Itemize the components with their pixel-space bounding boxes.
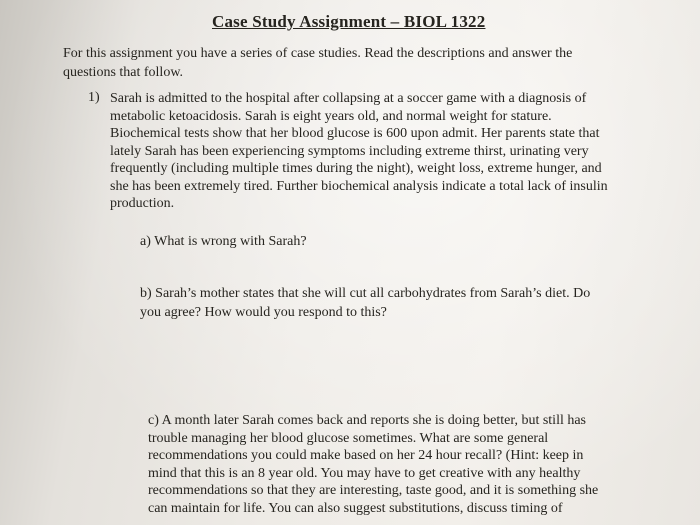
question-number: 1) <box>88 90 100 105</box>
question-part-a: a) What is wrong with Sarah? <box>140 234 307 249</box>
intro-paragraph: For this assignment you have a series of case studies. Read the descriptions and answer the questions that follow. <box>63 46 573 80</box>
question-part-c: c) A month later Sarah comes back and reports she is doing better, but still has trouble managing her blood glucose sometimes. What are some general recommendations you could make based on her 24 hour recall? (Hint: keep in mind that this is an 8 year old. You may have to get creative with any healthy recommendations so that they are interesting, taste good, and it is something she can maintain for life. You can also suggest substitutions, discuss timing of <box>148 413 599 516</box>
question-part-b: b) Sarah’s mother states that she will cut all carbohydrates from Sarah’s diet. Do you agree? How would you respond to this? <box>140 286 591 320</box>
case-description: Sarah is admitted to the hospital after collapsing at a soccer game with a diagnosis of metabolic ketoacidosis. Sarah is eight years old, and normal weight for stature. Biochemical tests show that her blood glucose is 600 upon admit. Her parents state that lately Sarah has been experiencing symptoms including extreme thirst, urinating very frequently (including multiple times during the night), weight loss, extreme hunger, and she has been extremely tired. Further biochemical analysis indicate a total lack of insulin production. <box>110 91 608 211</box>
document-title: Case Study Assignment – BIOL 1322 <box>212 12 486 31</box>
